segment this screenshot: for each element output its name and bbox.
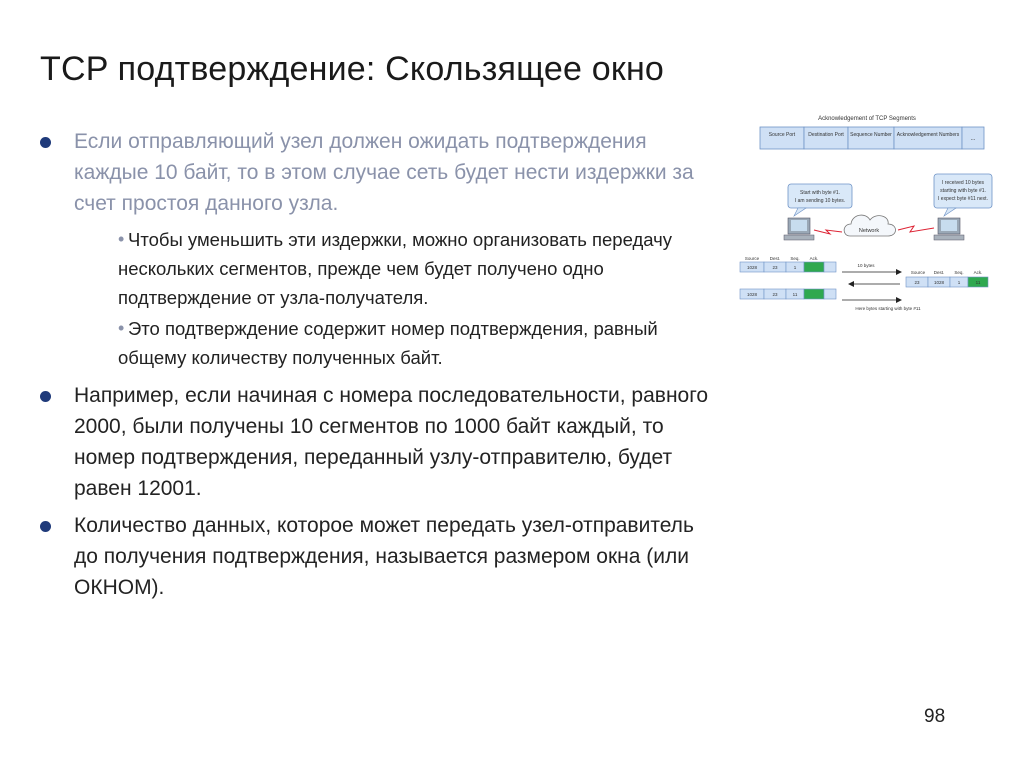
sender-bubble xyxy=(788,184,852,216)
segment-cell: 11 xyxy=(792,292,798,297)
segment-cell: 23 xyxy=(772,265,778,270)
sub-bullet-dot-icon: • xyxy=(118,229,125,249)
header-field-label: ... xyxy=(970,136,976,142)
segment-cell: 1028 xyxy=(746,265,758,270)
tcp-ack-diagram xyxy=(738,108,996,318)
sub-bullet-text: Чтобы уменьшить эти издержки, можно организовать передачу нескольких сегментов, прежде чем будет получено одно подтверждение от узла-получателя. xyxy=(118,229,673,308)
sub-bullet-item xyxy=(38,314,718,372)
left-segments xyxy=(740,256,836,299)
right-segment xyxy=(906,270,988,287)
segment-cell: 1 xyxy=(793,265,797,270)
bullet-text: Например, если начиная с номера последовательности, равного 2000, были получены 10 сегментов по 1000 байт каждый, то номер подтверждения, переданный узлу-отправителю, будет равен 12001. xyxy=(74,384,709,500)
bullet-item xyxy=(38,380,718,504)
bubble-line: starting with byte #1. xyxy=(940,188,986,194)
header-field-label: Destination Port xyxy=(808,132,844,138)
segment-header-label: Source xyxy=(910,270,926,275)
segment-cell: 1 xyxy=(957,280,961,285)
segment-cell: 11 xyxy=(975,280,981,285)
page-number: 98 xyxy=(924,706,946,727)
header-field-label: Sequence Number xyxy=(850,132,892,138)
segment-header-label: Dest. xyxy=(933,270,945,275)
sender-computer-icon xyxy=(784,218,814,240)
segment-cell: 1028 xyxy=(933,280,945,285)
header-field-label: Acknowledgement Numbers xyxy=(896,132,960,138)
bubble-line: I received 10 bytes xyxy=(942,180,984,186)
segment-header-label: Source xyxy=(744,256,760,261)
segment-cell: 23 xyxy=(914,280,920,285)
bubble-line: I am sending 10 bytes. xyxy=(794,198,846,204)
slide-content xyxy=(38,126,718,603)
segment-header-label: Ack. xyxy=(809,256,819,261)
bullet-dot-icon xyxy=(40,391,51,402)
bullet-item xyxy=(38,510,718,603)
segment-header-label: Dest. xyxy=(769,256,781,261)
arrow-label: Here bytes starting with byte #11 xyxy=(855,306,921,311)
receiver-computer-icon xyxy=(934,218,964,240)
sub-bullet-item xyxy=(38,225,718,312)
bubble-line: I expect byte #11 next. xyxy=(938,196,988,202)
bullet-text: Если отправляющий узел должен ожидать подтверждения каждые 10 байт, то в этом случае сеть будет нести издержки за счет простоя данного узла. xyxy=(74,130,694,215)
diagram-caption: Acknowledgement of TCP Segments xyxy=(818,116,916,122)
network-label: Network xyxy=(858,228,880,234)
header-field-label: Source Port xyxy=(768,132,796,138)
segment-header-label: Ack. xyxy=(973,270,983,275)
bullet-text: Количество данных, которое может передать узел-отправитель до получения подтверждения, называется размером окна (или ОКНОМ). xyxy=(74,514,694,599)
bullet-dot-icon xyxy=(40,137,51,148)
segment-header-label: Seq. xyxy=(954,270,964,275)
segment-header-label: Seq. xyxy=(790,256,800,261)
bullet-item xyxy=(38,126,718,219)
arrow-label: 10 bytes xyxy=(857,263,875,268)
bubble-line: Start with byte #1. xyxy=(799,190,841,196)
tcp-header-fields xyxy=(760,127,984,149)
receiver-bubble xyxy=(934,174,992,216)
network-cloud-icon xyxy=(814,215,934,236)
bullet-dot-icon xyxy=(40,521,51,532)
slide-title: TCP подтверждение: Скользящее окно xyxy=(40,50,665,88)
segment-cell: 23 xyxy=(772,292,778,297)
sub-bullet-text: Это подтверждение содержит номер подтверждения, равный общему количеству полученных байт. xyxy=(118,318,658,368)
sub-bullet-dot-icon: • xyxy=(118,318,125,338)
segment-cell: 1028 xyxy=(746,292,758,297)
